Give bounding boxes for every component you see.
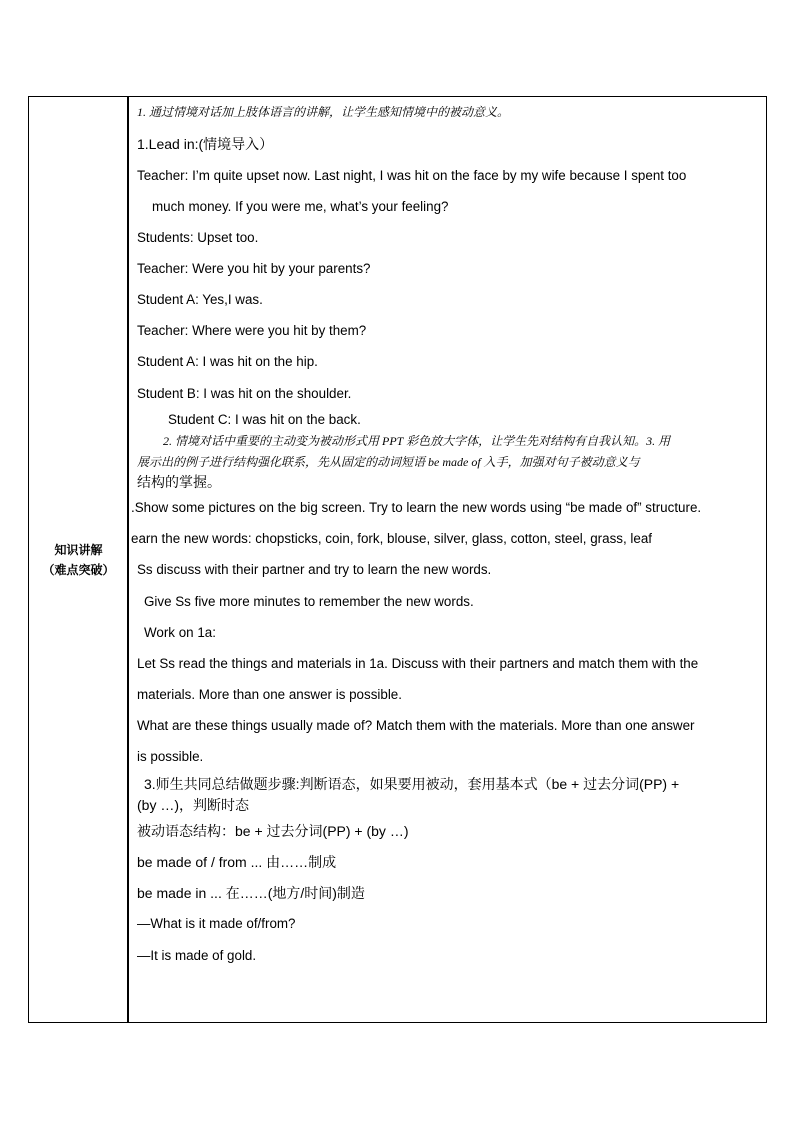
content-line-7: Student A: Yes,I was. — [137, 292, 263, 307]
content-line-8: Teacher: Where were you hit by them? — [137, 323, 367, 338]
section-label-subtitle: （难点突破） — [42, 563, 115, 577]
content-line-27: be made of / from ... 由……制成 — [137, 854, 337, 870]
section-label — [30, 540, 127, 580]
content-line-6: Teacher: Were you hit by your parents? — [137, 261, 371, 276]
content-line-11: Student C: I was hit on the back. — [168, 412, 361, 427]
content-line-30: —It is made of gold. — [137, 948, 257, 963]
content-line-22: What are these things usually made of? Match them with the materials. More than one answer — [137, 718, 695, 733]
content-line-18: Give Ss five more minutes to remember the new words. — [144, 594, 474, 609]
content-line-26: 被动语态结构：be + 过去分词(PP) + (by …) — [137, 823, 409, 839]
column-divider — [127, 96, 129, 1023]
content-line-2: 1.Lead in:(情境导入） — [137, 136, 274, 152]
note-line-1: 1. 通过情境对话加上肢体语言的讲解，让学生感知情境中的被动意义。 — [137, 105, 510, 119]
content-line-28: be made in ... 在……(地方/时间)制造 — [137, 885, 365, 901]
note-line-14: 结构的掌握。 — [137, 474, 221, 490]
content-line-24: 3.师生共同总结做题步骤:判断语态，如果要用被动，套用基本式（be + 过去分词(PP) + — [144, 776, 680, 792]
content-line-5: Students: Upset too. — [137, 230, 259, 245]
content-line-23: is possible. — [137, 749, 204, 764]
content-line-25: (by …)，判断时态 — [137, 797, 249, 813]
content-line-21: materials. More than one answer is possible. — [137, 687, 402, 702]
note-line-13: 展示出的例子进行结构强化联系，先从固定的动词短语 be made of 入手，加强对句子被动意义与 — [137, 455, 640, 469]
content-line-16: earn the new words: chopsticks, coin, fork, blouse, silver, glass, cotton, steel, grass, leaf — [131, 531, 652, 546]
content-line-10: Student B: I was hit on the shoulder. — [137, 386, 352, 401]
content-line-20: Let Ss read the things and materials in 1a. Discuss with their partners and match them with the — [137, 656, 699, 671]
content-line-15: .Show some pictures on the big screen. Try to learn the new words using “be made of” structure. — [131, 500, 702, 515]
content-line-4: much money. If you were me, what’s your feeling? — [152, 199, 449, 214]
content-line-17: Ss discuss with their partner and try to learn the new words. — [137, 562, 492, 577]
note-line-12: 2. 情境对话中重要的主动变为被动形式用 PPT 彩色放大字体，让学生先对结构有自我认知。3. 用 — [163, 434, 671, 448]
section-label-title: 知识讲解 — [54, 543, 103, 557]
content-line-19: Work on 1a: — [144, 625, 216, 640]
content-line-9: Student A: I was hit on the hip. — [137, 354, 318, 369]
content-line-29: —What is it made of/from? — [137, 916, 296, 931]
content-line-3: Teacher: I’m quite upset now. Last night, I was hit on the face by my wife because I spent too — [137, 168, 687, 183]
